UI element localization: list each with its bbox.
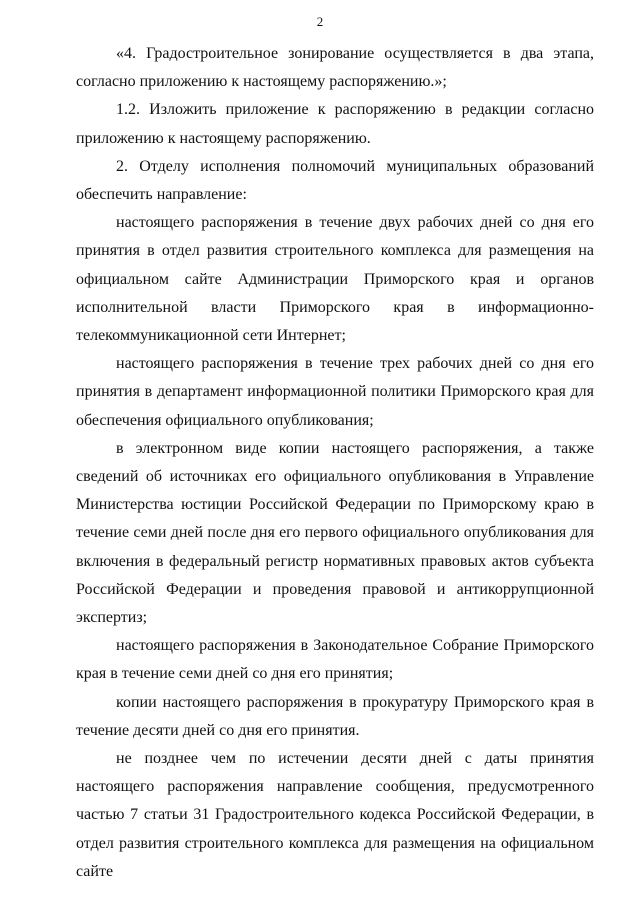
paragraph-send-to-legislative-assembly: настоящего распоряжения в Законодательное Собрание Приморского края в течение семи дней со дня его принятия; (76, 637, 594, 683)
paragraph-clause-4: «4. Градостроительное зонирование осуществляется в два этапа, согласно приложению к настоящему распоряжению.»; (76, 45, 594, 91)
paragraph-send-to-construction-dept: настоящего распоряжения в течение двух рабочих дней со дня его принятия в отдел развития строительного комплекса для размещения на официальном сайте Администрации Приморского края и органов исполнительной власти Приморского края в информационно-телекоммуникационной сети Интернет; (76, 214, 594, 345)
paragraph-send-to-prosecutor: копии настоящего распоряжения в прокуратуру Приморского края в течение десяти дней со дня его принятия. (76, 693, 594, 739)
paragraph-clause-1-2: 1.2. Изложить приложение к распоряжению в редакции согласно приложению к настоящему распоряжению. (76, 101, 594, 147)
page-number: 2 (316, 14, 324, 29)
paragraph-send-notice: не позднее чем по истечении десяти дней с даты принятия настоящего распоряжения направление сообщения, предусмотренного частью 7 статьи 31 Градостроительного кодекса Российской Федерации, в отдел развития строительного комплекса для размещения на официальном сайте (76, 750, 594, 880)
paragraph-clause-2: 2. Отделу исполнения полномочий муниципальных образований обеспечить направление: (76, 157, 594, 204)
paragraph-send-to-info-policy-dept: настоящего распоряжения в течение трех рабочих дней со дня его принятия в департамент информационной политики Приморского края для обеспечения официального опубликования; (76, 355, 594, 429)
paragraph-send-to-justice-ministry: в электронном виде копии настоящего распоряжения, а также сведений об источниках его официального опубликования в Управление Министерства юстиции Российской Федерации по Приморскому краю в течение семи дней после дня его первого официального опубликования для включения в федеральный регистр нормативных правовых актов субъекта Российской Федерации и проведения правовой и антикоррупционной экспертиз; (76, 439, 594, 627)
document-body (76, 40, 594, 886)
